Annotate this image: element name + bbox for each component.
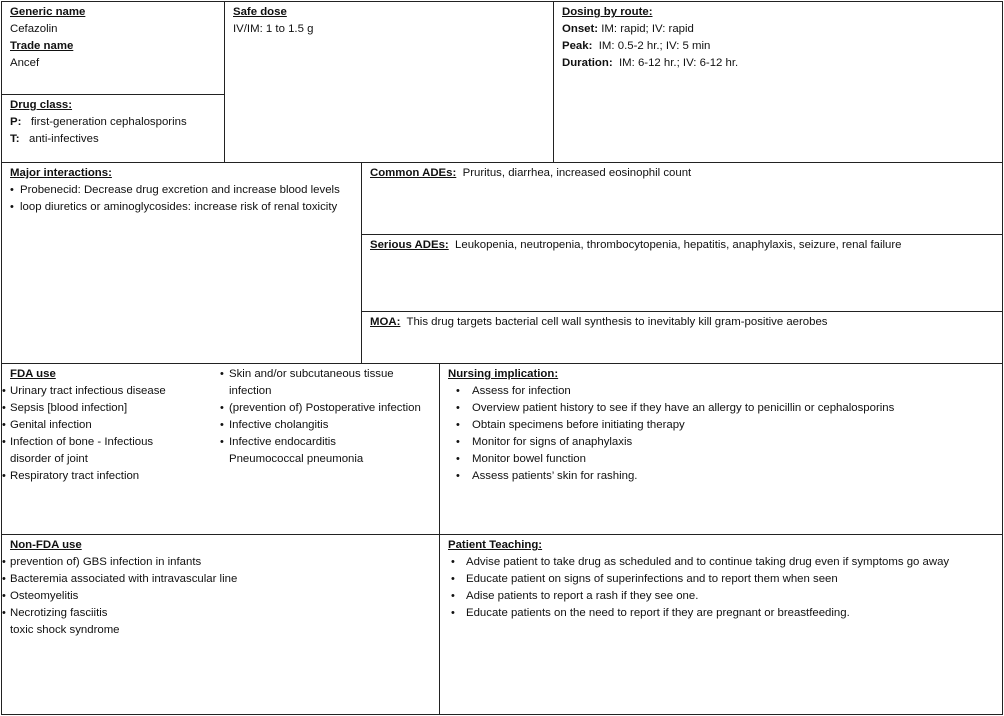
safe-dose-value: IV/IM: 1 to 1.5 g xyxy=(233,23,314,35)
list-item: • Monitor for signs of anaphylaxis xyxy=(448,434,994,451)
list-item: • Assess patients’ skin for rashing. xyxy=(448,468,994,485)
list-item: • Infection of bone - Infectious disorder of joint xyxy=(2,434,170,468)
list-item: • Assess for infection xyxy=(448,383,994,400)
list-item: • Advise patient to take drug as scheduled and to continue taking drug even if symptoms go away xyxy=(448,554,994,571)
duration-value: IM: 6-12 hr.; IV: 6-12 hr. xyxy=(618,57,739,69)
list-item: • prevention of) GBS infection in infants xyxy=(2,554,439,571)
trade-name-label: Trade name xyxy=(10,40,74,52)
fda-use-label: FDA use xyxy=(10,368,56,380)
moa-label: MOA: xyxy=(370,316,401,328)
non-fda-cell xyxy=(1,534,440,715)
generic-name-label: Generic name xyxy=(10,6,86,18)
common-ades-value: Pruritus, diarrhea, increased eosinophil count xyxy=(462,167,692,179)
list-item: • Bacteremia associated with intravascular line xyxy=(2,571,439,588)
serious-ades-cell xyxy=(361,234,1003,312)
nursing-label: Nursing implication: xyxy=(448,368,559,380)
interactions-cell xyxy=(1,162,362,364)
list-item: • Educate patient on signs of superinfections and to report them when seen xyxy=(448,571,994,588)
interactions-list xyxy=(10,182,353,216)
drug-class-cell xyxy=(1,94,225,163)
non-fda-list xyxy=(2,554,439,622)
list-item: • (prevention of) Postoperative infection xyxy=(220,400,435,417)
list-item: • Adise patients to report a rash if they see one. xyxy=(448,588,994,605)
safe-dose-label: Safe dose xyxy=(233,6,287,18)
list-item: • Educate patients on the need to report if they are pregnant or breastfeeding. xyxy=(448,605,994,622)
non-fda-extra: toxic shock syndrome xyxy=(10,624,120,636)
list-item: • Genital infection xyxy=(2,417,220,434)
list-item: • Skin and/or subcutaneous tissue infection xyxy=(220,366,435,400)
p-label: P: xyxy=(10,116,22,128)
dosing-cell xyxy=(553,1,1003,163)
dosing-label: Dosing by route: xyxy=(562,6,653,18)
list-item: • Respiratory tract infection xyxy=(2,468,220,485)
onset-row xyxy=(562,21,994,38)
t-label: T: xyxy=(10,133,20,145)
therapeutic-class xyxy=(10,131,216,148)
duration-label: Duration: xyxy=(562,57,613,69)
moa-value: This drug targets bacterial cell wall synthesis to inevitably kill gram-positive aerobes xyxy=(406,316,828,328)
generic-name-value: Cefazolin xyxy=(10,23,58,35)
list-item: • loop diuretics or aminoglycosides: increase risk of renal toxicity xyxy=(10,199,353,216)
list-item: • Urinary tract infectious disease xyxy=(2,383,220,400)
list-item: • Overview patient history to see if they have an allergy to penicillin or cephalosporins xyxy=(448,400,994,417)
list-item: • Infective endocarditis xyxy=(220,434,435,451)
serious-ades-value: Leukopenia, neutropenia, thrombocytopenia, hepatitis, anaphylaxis, seizure, renal failure xyxy=(455,239,902,251)
serious-ades-label: Serious ADEs: xyxy=(370,239,449,251)
t-value: anti-infectives xyxy=(29,133,99,145)
list-item: • Monitor bowel function xyxy=(448,451,994,468)
list-item: • Infective cholangitis xyxy=(220,417,435,434)
duration-row xyxy=(562,55,994,72)
onset-label: Onset: xyxy=(562,23,599,35)
non-fda-label: Non-FDA use xyxy=(10,539,82,551)
teaching-list xyxy=(448,554,994,622)
generic-trade-cell xyxy=(1,1,225,95)
common-ades-cell xyxy=(361,162,1003,235)
list-item: • Obtain specimens before initiating therapy xyxy=(448,417,994,434)
list-item: • Sepsis [blood infection] xyxy=(2,400,220,417)
drug-class-label: Drug class: xyxy=(10,99,73,111)
nursing-list xyxy=(448,383,994,485)
onset-value: IM: rapid; IV: rapid xyxy=(601,23,694,35)
list-item: • Necrotizing fasciitis xyxy=(2,605,439,622)
teaching-cell xyxy=(439,534,1003,715)
pharmacologic-class xyxy=(10,114,216,131)
list-item: • Probenecid: Decrease drug excretion and increase blood levels xyxy=(10,182,353,199)
nursing-cell xyxy=(439,363,1003,535)
fda-use-right-list xyxy=(220,366,435,451)
interactions-label: Major interactions: xyxy=(10,167,112,179)
fda-use-left-list xyxy=(2,383,220,485)
list-item: • Osteomyelitis xyxy=(2,588,439,605)
peak-label: Peak: xyxy=(562,40,593,52)
trade-name-value: Ancef xyxy=(10,57,40,69)
moa-cell xyxy=(361,311,1003,364)
p-value: first-generation cephalosporins xyxy=(30,116,187,128)
fda-use-extra: Pneumococcal pneumonia xyxy=(229,453,364,465)
peak-value: IM: 0.5-2 hr.; IV: 5 min xyxy=(598,40,711,52)
peak-row xyxy=(562,38,994,55)
fda-use-cell xyxy=(1,363,440,535)
teaching-label: Patient Teaching: xyxy=(448,539,543,551)
safe-dose-cell xyxy=(224,1,554,163)
common-ades-label: Common ADEs: xyxy=(370,167,457,179)
